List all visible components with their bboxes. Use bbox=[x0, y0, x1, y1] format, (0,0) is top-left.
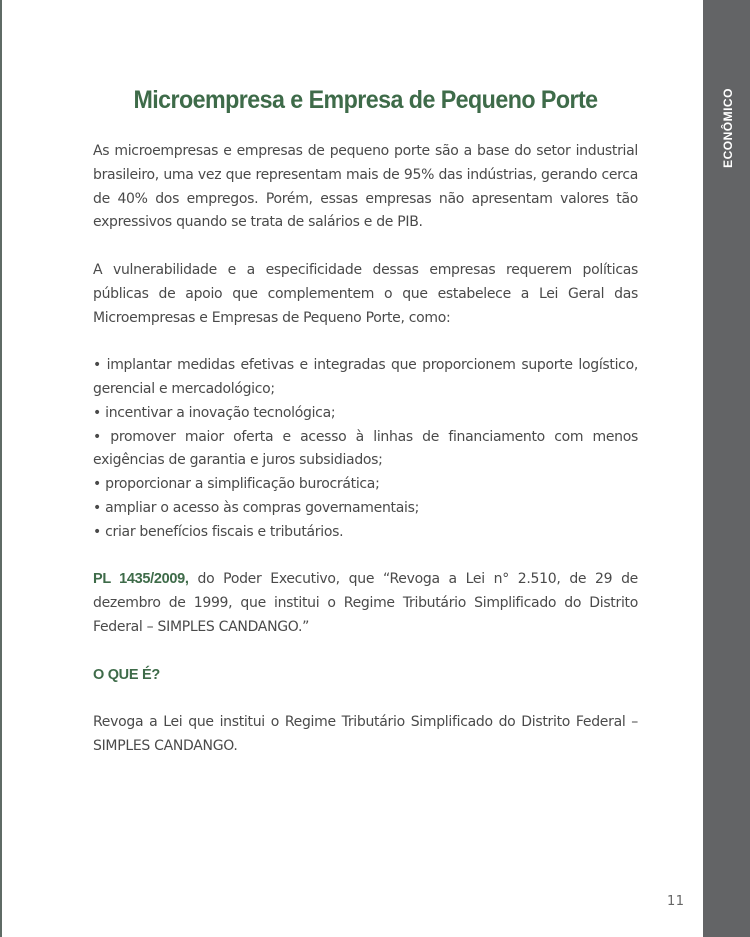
page-left-rule bbox=[0, 0, 2, 937]
section-side-tab-label: ECONÔMICO bbox=[721, 88, 735, 168]
bill-paragraph bbox=[93, 568, 638, 639]
paragraph-spacer bbox=[93, 330, 638, 354]
paragraph-spacer bbox=[93, 235, 638, 259]
list-item: • criar benefícios fiscais e tributários. bbox=[93, 523, 344, 540]
list-item: • ampliar o acesso às compras governamentais; bbox=[93, 499, 419, 516]
page-title: Microempresa e Empresa de Pequeno Porte bbox=[133, 86, 598, 114]
paragraph-spacer bbox=[93, 640, 638, 664]
bill-number: PL 1435/2009, bbox=[93, 571, 189, 588]
list-item: • incentivar a inovação tecnológica; bbox=[93, 404, 336, 421]
page-number: 11 bbox=[667, 894, 685, 909]
list-item: • promover maior oferta e acesso à linhas de financiamento com menos exigências de garantia e juros subsidiados; bbox=[93, 428, 638, 469]
article-body bbox=[93, 140, 638, 759]
paragraph-spacer bbox=[93, 545, 638, 569]
intro-paragraph: As microempresas e empresas de pequeno porte são a base do setor industrial brasileiro, uma vez que representam mais de 95% das indústrias, gerando cerca de 40% dos empregos. Porém, essas empresas não apresentam valores tão expressivos quando se trata de salários e de PIB. bbox=[93, 143, 638, 231]
what-is-heading: O QUE É? bbox=[93, 666, 160, 683]
bill-description: do Poder Executivo, que “Revoga a Lei n° 2.510, de 29 de dezembro de 1999, que institui o Regime Tributário Simplificado do Distrito Federal – SIMPLES CANDANGO.” bbox=[93, 571, 638, 635]
paragraph-spacer bbox=[93, 687, 638, 711]
list-item: • implantar medidas efetivas e integradas que proporcionem suporte logístico, gerencial e mercadológico; bbox=[93, 357, 638, 397]
policy-paragraph: A vulnerabilidade e a especificidade dessas empresas requerem políticas públicas de apoio que complementem o que estabelece a Lei Geral das Microempresas e Empresas de Pequeno Porte, como: bbox=[93, 261, 638, 326]
list-item: • proporcionar a simplificação burocrática; bbox=[93, 476, 380, 493]
policy-list bbox=[93, 354, 638, 544]
what-is-text: Revoga a Lei que institui o Regime Tributário Simplificado do Distrito Federal – SIMPLES CANDANGO. bbox=[93, 714, 638, 754]
